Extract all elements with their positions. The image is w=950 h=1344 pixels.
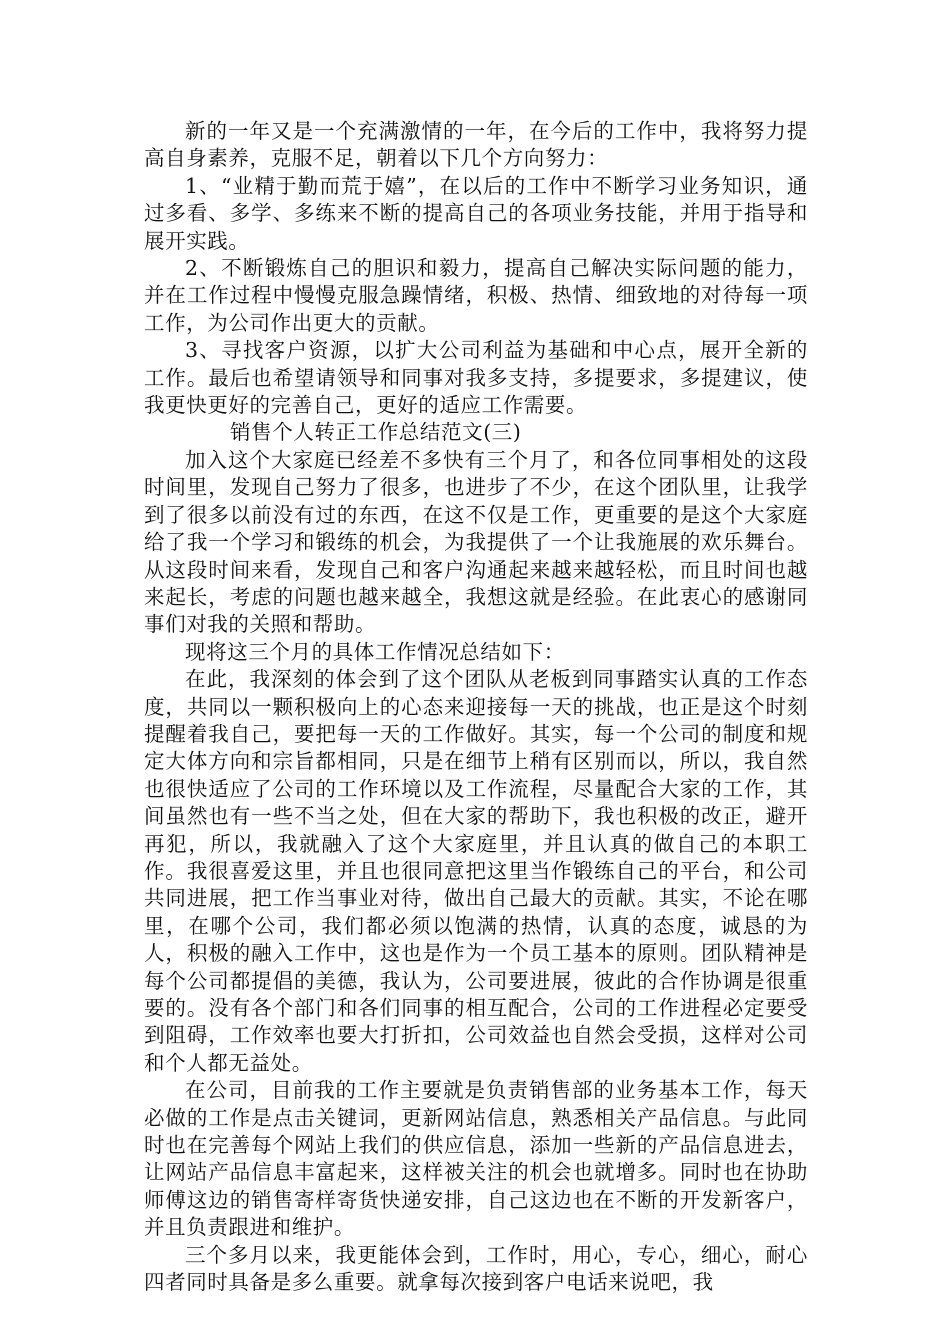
section-title: 销售个人转正工作总结范文(三) [230, 420, 522, 445]
paragraph-item-1: 1、“业精于勤而荒于嬉”，在以后的工作中不断学习业务知识，通过多看、多学、多练来不断的提高自己的各项业务技能，并用于指导和展开实践。 [144, 173, 808, 253]
paragraph-current-work: 在公司，目前我的工作主要就是负责销售部的业务基本工作，每天必做的工作是点击关键词，更新网站信息，熟悉相关产品信息。与此同时也在完善每个网站上我们的供应信息，添加一些新的产品信息进去，让网站产品信息丰富起来，这样被关注的机会也就增多。同时也在协助师傅这边的销售寄样寄货快递安排，自己这边也在不断的开发新客户，并且负责跟进和维护。 [144, 1078, 808, 1240]
paragraph-joining: 加入这个大家庭已经差不多快有三个月了，和各位同事相处的这段时间里，发现自己努力了很多，也进步了不少，在这个团队里，让我学到了很多以前没有过的东西，在这不仅是工作，更重要的是这个大家庭给了我一个学习和锻练的机会，为我提供了一个让我施展的欢乐舞台。从这段时间来看，发现自己和客户沟通起来越来越轻松，而且时间也越来起长，考虑的问题也越来越全，我想这就是经验。在此衷心的感谢同事们对我的关照和帮助。 [144, 447, 808, 637]
paragraph-item-2: 2、不断锻炼自己的胆识和毅力，提高自己解决实际问题的能力，并在工作过程中慢慢克服急躁情绪，积极、热情、细致地的对待每一项工作，为公司作出更大的贡献。 [144, 256, 808, 335]
paragraph-team-experience: 在此，我深刻的体会到了这个团队从老板到同事踏实认真的工作态度，共同以一颗积极向上的心态来迎接每一天的挑战，也正是这个时刻提醒着我自己，要把每一天的工作做好。其实，每一个公司的制度和规定大体方向和宗旨都相同，只是在细节上稍有区别而以，所以，我自然也很快适应了公司的工作环境以及工作流程，尽量配合大家的工作，其间虽然也有一些不当之处，但在大家的帮助下，我也积极的改正，避开再犯，所以，我就融入了这个大家庭里，并且认真的做自己的本职工作。我很喜爱这里，并且也很同意把这里当作锻练自己的平台，和公司共同进展，把工作当事业对待，做出自己最大的贡献。其实，不论在哪里，在哪个公司，我们都必须以饱满的热情，认真的态度，诚恳的为人，积极的融入工作中，这也是作为一个员工基本的原则。团队精神是每个公司都提倡的美德，我认为，公司要进展，彼此的合作协调是很重要的。没有各个部门和各们同事的相互配合，公司的工作进程必定要受到阻碍，工作效率也要大打折扣，公司效益也自然会受损，这样对公司和个人都无益处。 [144, 667, 808, 1075]
paragraph-reflection: 三个多月以来，我更能体会到，工作时，用心，专心，细心，耐心四者同时具备是多么重要。就拿每次接到客户电话来说吧，我 [144, 1242, 808, 1295]
paragraph-intro: 新的一年又是一个充满激情的一年，在今后的工作中，我将努力提高自身素养，克服不足，朝着以下几个方向努力： [144, 119, 808, 171]
paragraph-item-3: 3、寻找客户资源，以扩大公司利益为基础和中心点，展开全新的工作。最后也希望请领导和同事对我多支持，多提要求，多提建议，使我更快更好的完善自己，更好的适应工作需要。 [144, 338, 808, 418]
paragraph-summary-intro: 现将这三个月的具体工作情况总结如下： [185, 639, 565, 664]
document-page [144, 118, 808, 1296]
